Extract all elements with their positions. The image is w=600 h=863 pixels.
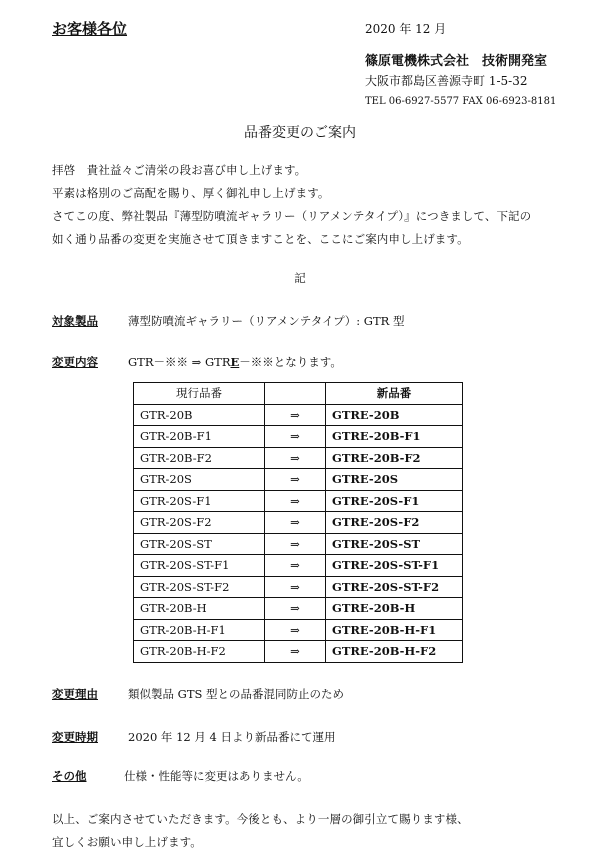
current-code: GTR-20B-H-F1 <box>134 619 265 641</box>
current-code: GTR-20S-ST-F2 <box>134 576 265 598</box>
current-code: GTR-20S-F1 <box>134 490 265 512</box>
header-arrow <box>265 383 326 405</box>
new-code: GTRE-20B <box>326 404 463 426</box>
timing-label: 変更時期 <box>52 730 98 744</box>
current-code: GTR-20B <box>134 404 265 426</box>
other-label: その他 <box>52 769 87 783</box>
tel-fax: TEL 06-6927-5577 FAX 06-6923-8181 <box>365 96 557 107</box>
change-label: 変更内容 <box>52 355 98 369</box>
code-table <box>133 382 463 663</box>
table-row <box>134 641 463 663</box>
body-line-4: 如く通り品番の変更を実施させて頂きますことを、ここにご案内申し上げます。 <box>52 232 469 246</box>
table-row <box>134 404 463 426</box>
change-highlight: E <box>230 355 240 369</box>
body-line-2: 平素は格別のご高配を賜り、厚く御礼申し上げます。 <box>52 186 330 200</box>
current-code: GTR-20S-ST-F1 <box>134 555 265 577</box>
target-label: 対象製品 <box>52 314 98 328</box>
new-code: GTRE-20B-H <box>326 598 463 620</box>
change-prefix: GTR－※※ ⇒ GTR <box>128 355 231 369</box>
new-code: GTRE-20S-ST-F2 <box>326 576 463 598</box>
table-row <box>134 619 463 641</box>
closing-line-1: 以上、ご案内させていただきます。今後とも、より一層の御引立て賜ります様、 <box>52 812 469 826</box>
new-code: GTRE-20S-F2 <box>326 512 463 534</box>
arrow-cell: ⇒ <box>265 576 326 598</box>
table-row <box>134 576 463 598</box>
current-code: GTR-20S-F2 <box>134 512 265 534</box>
new-code: GTRE-20S-ST <box>326 533 463 555</box>
arrow-cell: ⇒ <box>265 426 326 448</box>
new-code: GTRE-20B-H-F1 <box>326 619 463 641</box>
new-code: GTRE-20S-F1 <box>326 490 463 512</box>
table-header-row <box>134 383 463 405</box>
arrow-cell: ⇒ <box>265 598 326 620</box>
table-body <box>134 404 463 662</box>
table-row <box>134 512 463 534</box>
new-code: GTRE-20S-ST-F1 <box>326 555 463 577</box>
header-new: 新品番 <box>326 383 463 405</box>
document-date: 2020 年 12 月 <box>365 22 447 36</box>
company-address: 大阪市都島区善源寺町 1-5-32 <box>365 74 528 88</box>
arrow-cell: ⇒ <box>265 490 326 512</box>
body-line-1: 拝啓 貴社益々ご清栄の段お喜び申し上げます。 <box>52 163 307 177</box>
arrow-cell: ⇒ <box>265 641 326 663</box>
current-code: GTR-20B-H-F2 <box>134 641 265 663</box>
new-code: GTRE-20B-F1 <box>326 426 463 448</box>
table-row <box>134 555 463 577</box>
table-row <box>134 447 463 469</box>
other-value: 仕様・性能等に変更はありません。 <box>124 769 309 783</box>
reason-value: 類似製品 GTS 型との品番混同防止のため <box>128 687 345 701</box>
current-code: GTR-20B-F1 <box>134 426 265 448</box>
arrow-cell: ⇒ <box>265 619 326 641</box>
company-name: 篠原電機株式会社 技術開発室 <box>365 54 548 69</box>
new-code: GTRE-20B-H-F2 <box>326 641 463 663</box>
arrow-cell: ⇒ <box>265 469 326 491</box>
table-row <box>134 469 463 491</box>
arrow-cell: ⇒ <box>265 447 326 469</box>
table-row <box>134 533 463 555</box>
change-suffix: －※※となります。 <box>239 355 342 369</box>
table-row <box>134 426 463 448</box>
ki-heading: 記 <box>294 271 306 285</box>
arrow-cell: ⇒ <box>265 533 326 555</box>
timing-value: 2020 年 12 月 4 日より新品番にて運用 <box>128 730 336 744</box>
change-value <box>128 354 342 370</box>
addressee: お客様各位 <box>52 20 128 38</box>
target-value: 薄型防噴流ギャラリー（リアメンテタイプ）: GTR 型 <box>128 314 405 328</box>
header-current: 現行品番 <box>134 383 265 405</box>
new-code: GTRE-20S <box>326 469 463 491</box>
document-title: 品番変更のご案内 <box>244 125 356 141</box>
current-code: GTR-20S <box>134 469 265 491</box>
current-code: GTR-20S-ST <box>134 533 265 555</box>
current-code: GTR-20B-F2 <box>134 447 265 469</box>
reason-label: 変更理由 <box>52 687 98 701</box>
arrow-cell: ⇒ <box>265 555 326 577</box>
arrow-cell: ⇒ <box>265 404 326 426</box>
closing-line-2: 宜しくお願い申し上げます。 <box>52 835 202 849</box>
current-code: GTR-20B-H <box>134 598 265 620</box>
arrow-cell: ⇒ <box>265 512 326 534</box>
table-row <box>134 598 463 620</box>
table-row <box>134 490 463 512</box>
body-line-3: さてこの度、弊社製品『薄型防噴流ギャラリー（リアメンテタイプ）』につきまして、下記の <box>52 209 532 223</box>
new-code: GTRE-20B-F2 <box>326 447 463 469</box>
